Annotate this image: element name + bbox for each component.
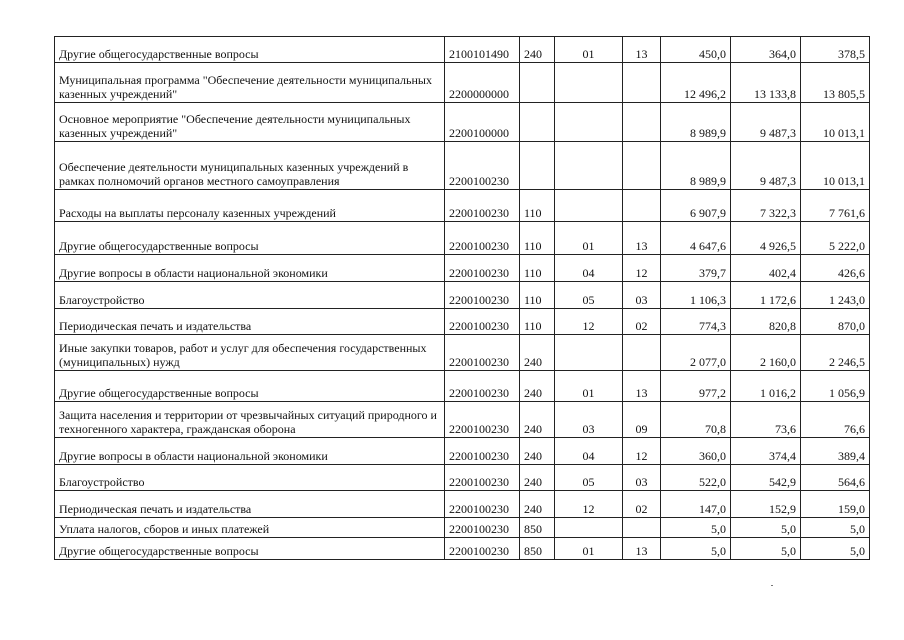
row-value-3: 10 013,1 — [801, 142, 870, 190]
row-value-2: 2 160,0 — [731, 335, 801, 371]
row-value-1: 360,0 — [661, 438, 731, 465]
row-code: 2200100230 — [445, 222, 520, 255]
row-name: Другие общегосударственные вопросы — [55, 37, 445, 63]
row-expense-type: 240 — [520, 438, 555, 465]
row-value-2: 402,4 — [731, 255, 801, 282]
row-code: 2200100230 — [445, 438, 520, 465]
row-section — [555, 518, 623, 538]
row-subsection: 03 — [623, 282, 661, 309]
row-section: 12 — [555, 309, 623, 335]
row-section: 05 — [555, 465, 623, 491]
row-subsection: 13 — [623, 37, 661, 63]
row-value-1: 5,0 — [661, 538, 731, 560]
row-value-3: 5,0 — [801, 518, 870, 538]
row-name: Другие вопросы в области национальной экономики — [55, 255, 445, 282]
row-code: 2200100230 — [445, 465, 520, 491]
row-code: 2200100230 — [445, 371, 520, 402]
row-value-2: 364,0 — [731, 37, 801, 63]
row-value-1: 1 106,3 — [661, 282, 731, 309]
row-section: 12 — [555, 491, 623, 518]
row-value-3: 389,4 — [801, 438, 870, 465]
row-subsection — [623, 103, 661, 142]
row-value-1: 70,8 — [661, 402, 731, 438]
table-row — [55, 465, 870, 491]
table-row — [55, 190, 870, 222]
scan-speck — [771, 585, 773, 586]
row-value-2: 13 133,8 — [731, 63, 801, 103]
row-code: 2200100230 — [445, 518, 520, 538]
row-subsection: 03 — [623, 465, 661, 491]
table-row — [55, 518, 870, 538]
row-subsection: 12 — [623, 255, 661, 282]
table-row — [55, 371, 870, 402]
row-name: Муниципальная программа "Обеспечение деятельности муниципальных казенных учреждений" — [55, 63, 445, 103]
row-subsection: 02 — [623, 309, 661, 335]
table-row — [55, 402, 870, 438]
row-section: 04 — [555, 438, 623, 465]
row-expense-type: 850 — [520, 518, 555, 538]
row-expense-type: 240 — [520, 37, 555, 63]
budget-table — [54, 36, 870, 560]
row-value-2: 374,4 — [731, 438, 801, 465]
row-code: 2200100000 — [445, 103, 520, 142]
row-code: 2200100230 — [445, 309, 520, 335]
row-value-1: 4 647,6 — [661, 222, 731, 255]
row-value-2: 7 322,3 — [731, 190, 801, 222]
row-code: 2100101490 — [445, 37, 520, 63]
row-subsection: 12 — [623, 438, 661, 465]
row-name: Иные закупки товаров, работ и услуг для обеспечения государственных (муниципальных) нужд — [55, 335, 445, 371]
row-expense-type: 240 — [520, 371, 555, 402]
row-section: 01 — [555, 222, 623, 255]
row-expense-type: 240 — [520, 491, 555, 518]
row-value-2: 1 016,2 — [731, 371, 801, 402]
row-expense-type: 110 — [520, 255, 555, 282]
row-code: 2200100230 — [445, 491, 520, 518]
row-name: Другие общегосударственные вопросы — [55, 222, 445, 255]
row-expense-type: 240 — [520, 335, 555, 371]
row-expense-type: 850 — [520, 538, 555, 560]
row-section — [555, 142, 623, 190]
row-subsection — [623, 518, 661, 538]
row-value-3: 870,0 — [801, 309, 870, 335]
row-expense-type — [520, 142, 555, 190]
row-value-2: 152,9 — [731, 491, 801, 518]
row-section: 01 — [555, 371, 623, 402]
row-section: 01 — [555, 538, 623, 560]
row-code: 2200000000 — [445, 63, 520, 103]
table-row — [55, 103, 870, 142]
row-section — [555, 103, 623, 142]
row-subsection: 13 — [623, 538, 661, 560]
row-code: 2200100230 — [445, 402, 520, 438]
row-value-2: 820,8 — [731, 309, 801, 335]
table-row — [55, 538, 870, 560]
row-section: 03 — [555, 402, 623, 438]
row-subsection: 09 — [623, 402, 661, 438]
row-subsection: 13 — [623, 222, 661, 255]
row-value-1: 8 989,9 — [661, 142, 731, 190]
row-value-3: 159,0 — [801, 491, 870, 518]
row-name: Основное мероприятие "Обеспечение деятельности муниципальных казенных учреждений" — [55, 103, 445, 142]
row-value-3: 378,5 — [801, 37, 870, 63]
row-value-2: 9 487,3 — [731, 103, 801, 142]
row-name: Другие общегосударственные вопросы — [55, 371, 445, 402]
row-value-2: 5,0 — [731, 538, 801, 560]
row-name: Благоустройство — [55, 465, 445, 491]
row-name: Защита населения и территории от чрезвычайных ситуаций природного и техногенного характера, гражданская оборона — [55, 402, 445, 438]
row-value-1: 6 907,9 — [661, 190, 731, 222]
table-row — [55, 142, 870, 190]
row-subsection — [623, 335, 661, 371]
table-row — [55, 282, 870, 309]
row-name: Другие вопросы в области национальной экономики — [55, 438, 445, 465]
row-section — [555, 335, 623, 371]
row-value-3: 7 761,6 — [801, 190, 870, 222]
row-subsection — [623, 63, 661, 103]
row-value-3: 1 056,9 — [801, 371, 870, 402]
row-name: Периодическая печать и издательства — [55, 309, 445, 335]
row-expense-type: 240 — [520, 402, 555, 438]
row-code: 2200100230 — [445, 282, 520, 309]
row-value-3: 564,6 — [801, 465, 870, 491]
row-value-3: 5 222,0 — [801, 222, 870, 255]
row-expense-type — [520, 63, 555, 103]
table-row — [55, 255, 870, 282]
table-row — [55, 491, 870, 518]
row-value-2: 5,0 — [731, 518, 801, 538]
row-section: 05 — [555, 282, 623, 309]
row-value-1: 522,0 — [661, 465, 731, 491]
row-name: Другие общегосударственные вопросы — [55, 538, 445, 560]
row-name: Обеспечение деятельности муниципальных казенных учреждений в рамках полномочий органов местного самоуправления — [55, 142, 445, 190]
row-value-3: 1 243,0 — [801, 282, 870, 309]
row-section — [555, 63, 623, 103]
row-value-3: 426,6 — [801, 255, 870, 282]
row-code: 2200100230 — [445, 335, 520, 371]
row-value-1: 379,7 — [661, 255, 731, 282]
row-code: 2200100230 — [445, 538, 520, 560]
row-section: 04 — [555, 255, 623, 282]
row-code: 2200100230 — [445, 190, 520, 222]
table-row — [55, 335, 870, 371]
row-subsection — [623, 190, 661, 222]
row-section — [555, 190, 623, 222]
row-value-3: 5,0 — [801, 538, 870, 560]
row-name: Периодическая печать и издательства — [55, 491, 445, 518]
row-name: Благоустройство — [55, 282, 445, 309]
row-expense-type: 110 — [520, 309, 555, 335]
table-row — [55, 222, 870, 255]
row-value-1: 8 989,9 — [661, 103, 731, 142]
row-code: 2200100230 — [445, 255, 520, 282]
row-expense-type: 110 — [520, 222, 555, 255]
row-expense-type: 240 — [520, 465, 555, 491]
table-row — [55, 37, 870, 63]
row-expense-type: 110 — [520, 282, 555, 309]
row-value-2: 9 487,3 — [731, 142, 801, 190]
row-value-2: 1 172,6 — [731, 282, 801, 309]
row-value-1: 2 077,0 — [661, 335, 731, 371]
row-value-1: 147,0 — [661, 491, 731, 518]
row-name: Расходы на выплаты персоналу казенных учреждений — [55, 190, 445, 222]
row-subsection — [623, 142, 661, 190]
row-expense-type — [520, 103, 555, 142]
table-row — [55, 309, 870, 335]
row-value-1: 977,2 — [661, 371, 731, 402]
row-value-1: 12 496,2 — [661, 63, 731, 103]
row-subsection: 02 — [623, 491, 661, 518]
row-subsection: 13 — [623, 371, 661, 402]
row-code: 2200100230 — [445, 142, 520, 190]
table-row — [55, 438, 870, 465]
row-section: 01 — [555, 37, 623, 63]
row-value-1: 5,0 — [661, 518, 731, 538]
row-value-1: 450,0 — [661, 37, 731, 63]
row-value-1: 774,3 — [661, 309, 731, 335]
row-value-2: 4 926,5 — [731, 222, 801, 255]
row-value-3: 10 013,1 — [801, 103, 870, 142]
row-value-3: 76,6 — [801, 402, 870, 438]
row-value-2: 73,6 — [731, 402, 801, 438]
row-value-3: 2 246,5 — [801, 335, 870, 371]
row-name: Уплата налогов, сборов и иных платежей — [55, 518, 445, 538]
table-row — [55, 63, 870, 103]
row-value-3: 13 805,5 — [801, 63, 870, 103]
row-expense-type: 110 — [520, 190, 555, 222]
row-value-2: 542,9 — [731, 465, 801, 491]
